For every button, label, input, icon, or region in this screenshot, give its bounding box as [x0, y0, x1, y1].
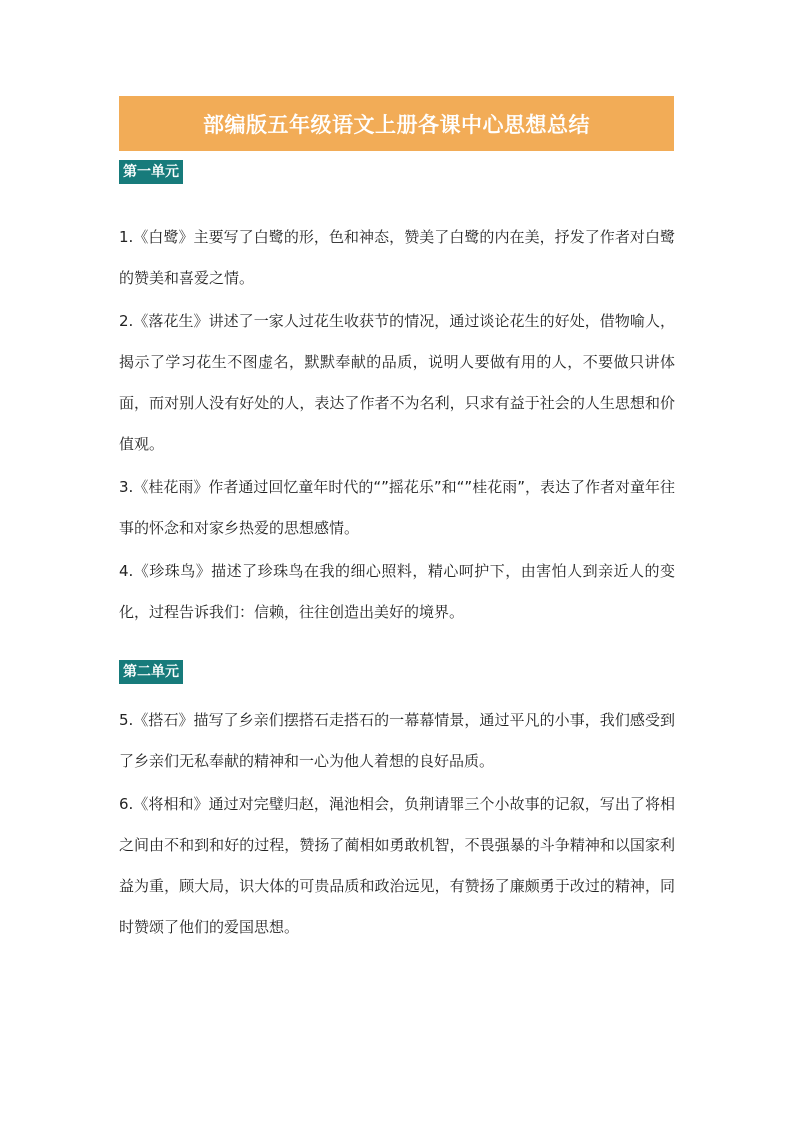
lesson-paragraph-2: 2.《落花生》讲述了一家人过花生收获节的情况，通过谈论花生的好处，借物喻人，揭示了学习花生不图虚名，默默奉献的品质，说明人要做有用的人，不要做只讲体面，而对别人没有好处的人，表达了作者不为名利，只求有益于社会的人生思想和价值观。 [119, 312, 675, 453]
unit-badge-2: 第二单元 [119, 660, 183, 684]
title-banner [119, 96, 674, 151]
lesson-paragraph-6: 6.《将相和》通过对完璧归赵，渑池相会，负荆请罪三个小故事的记叙，写出了将相之间由不和到和好的过程，赞扬了蔺相如勇敢机智，不畏强暴的斗争精神和以国家利益为重，顾大局，识大体的可贵品质和政治远见，有赞扬了廉颇勇于改过的精神，同时赞颂了他们的爱国思想。 [119, 795, 675, 936]
lesson-paragraph-4: 4.《珍珠鸟》描述了珍珠鸟在我的细心照料，精心呵护下，由害怕人到亲近人的变化，过程告诉我们：信赖，往往创造出美好的境界。 [119, 562, 675, 621]
lesson-paragraph-1: 1.《白鹭》主要写了白鹭的形，色和神态，赞美了白鹭的内在美，抒发了作者对白鹭的赞美和喜爱之情。 [119, 228, 675, 287]
page-title: 部编版五年级语文上册各课中心思想总结 [203, 112, 590, 137]
lesson-paragraph-3: 3.《桂花雨》作者通过回忆童年时代的“”摇花乐”和“”桂花雨”，表达了作者对童年往事的怀念和对家乡热爱的思想感情。 [119, 478, 675, 537]
unit-badge-1: 第一单元 [119, 160, 183, 184]
lesson-paragraph-5: 5.《搭石》描写了乡亲们摆搭石走搭石的一幕幕情景，通过平凡的小事，我们感受到了乡亲们无私奉献的精神和一心为他人着想的良好品质。 [119, 711, 675, 770]
